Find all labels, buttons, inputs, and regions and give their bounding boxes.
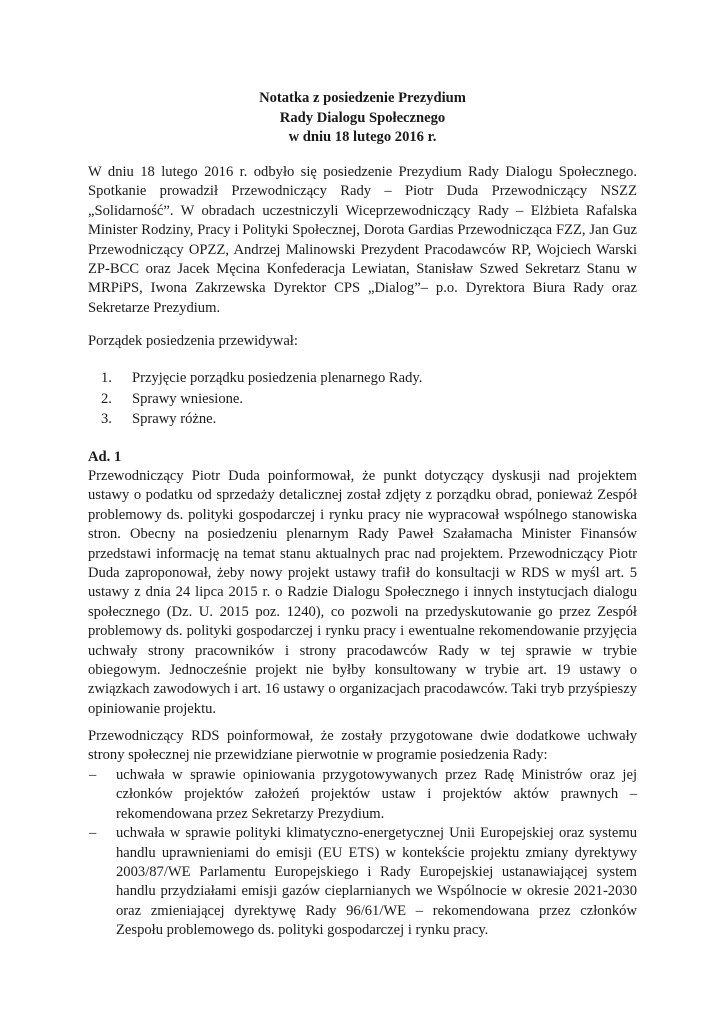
agenda-item-text: Sprawy różne.: [132, 411, 217, 427]
agenda-item: [88, 369, 637, 390]
agenda-list: [88, 369, 637, 431]
resolution-list: [88, 766, 637, 941]
title-line-3: w dniu 18 lutego 2016 r.: [288, 129, 437, 145]
list-item-text: uchwała w sprawie opiniowania przygotowywanych przez Radę Ministrów oraz jej członków projektów założeń projektów ustaw i projektów aktów prawnych – rekomendowana przez Sekretarzy Prezydium.: [116, 767, 637, 822]
agenda-intro: Porządek posiedzenia przewidywał:: [88, 333, 298, 349]
agenda-item: [88, 390, 637, 411]
title-line-2: Rady Dialogu Społecznego: [279, 109, 446, 126]
agenda-item: [88, 410, 637, 431]
title-line-1: Notatka z posiedzenie Prezydium: [259, 90, 466, 106]
document-title: [88, 89, 637, 148]
list-item-text: uchwała w sprawie polityki klimatyczno-energetycznej Unii Europejskiej oraz systemu handlu uprawnieniami do emisji (EU ETS) w kontekście projektu zmiany dyrektywy 2003/87/WE Parlamentu Europejskiego i Rady Europejskiej ustanawiającej system handlu przydziałami emisji gazów cieplarnianych we Wspólnocie w okresie 2021-2030 oraz zmieniającej dyrektywę Rady 96/61/WE – rekomendowana przez członków Zespołu problemowego ds. polityki gospodarczej i rynku pracy.: [116, 825, 637, 939]
list-item: [88, 766, 637, 824]
agenda-item-number: 1.: [101, 370, 112, 386]
section-heading: Ad. 1: [88, 449, 122, 465]
list-item: [88, 824, 637, 940]
section-paragraph-2: Przewodniczący RDS poinformował, że zostały przygotowane dwie dodatkowe uchwały strony społecznej nie przewidziane pierwotnie w programie posiedzenia Rady:: [88, 728, 637, 764]
dash-bullet-icon: –: [89, 767, 97, 783]
agenda-item-text: Sprawy wniesione.: [132, 390, 244, 407]
agenda-item-number: 3.: [101, 411, 112, 427]
intro-paragraph: W dniu 18 lutego 2016 r. odbyło się posiedzenie Prezydium Rady Dialogu Społecznego. Spotkanie prowadził Przewodniczący Rady – Piotr Duda Przewodniczący NSZZ „Solidarność”. W obradach uczestniczyli Wiceprzewodniczący Rady – Elżbieta Rafalska Minister Rodziny, Pracy i Polityki Społecznej, Dorota Gardias Przewodnicząca FZZ, Jan Guz Przewodniczący OPZZ, Andrzej Malinowski Prezydent Pracodawców RP, Wojciech Warski ZP-BCC oraz Jacek Męcina Konfederacja Lewiatan, Stanisław Szwed Sekretarz Stanu w MRPiPS, Iwona Zakrzewska Dyrektor CPS „Dialog”– p.o. Dyrektora Biura Rady oraz Sekretarze Prezydium.: [88, 164, 637, 316]
section-paragraph-1: Przewodniczący Piotr Duda poinformował, że punkt dotyczący dyskusji nad projektem ustawy o podatku od sprzedaży detalicznej został zdjęty z porządku obrad, ponieważ Zespół problemowy ds. polityki gospodarczej i rynku pracy nie wypracował wspólnego stanowiska stron. Obecny na posiedzeniu plenarnym Rady Paweł Szałamacha Minister Finansów przedstawi informację na temat stanu aktualnych prac nad projektem. Przewodniczący Piotr Duda zaproponował, żeby nowy projekt ustawy trafił do konsultacji w RDS w myśl art. 5 ustawy z dnia 24 lipca 2015 r. o Radzie Dialogu Społecznego i innych instytucjach dialogu społecznego (Dz. U. 2015 poz. 1240), co pozwoli na przedyskutowanie go przez Zespół problemowy ds. polityki gospodarczej i rynku pracy i ewentualne rekomendowanie przyjęcia uchwały strony pracowników i strony pracodawców Rady w tej sprawie w trybie obiegowym. Jednocześnie projekt nie byłby konsultowany w trybie art. 19 ustawy o związkach zawodowych i art. 16 ustawy o organizacjach pracodawców. Taki tryb przyśpieszy opiniowanie projektu.: [88, 468, 637, 717]
agenda-item-text: Przyjęcie porządku posiedzenia plenarnego Rady.: [132, 370, 423, 386]
agenda-item-number: 2.: [101, 390, 112, 407]
dash-bullet-icon: –: [89, 825, 97, 842]
